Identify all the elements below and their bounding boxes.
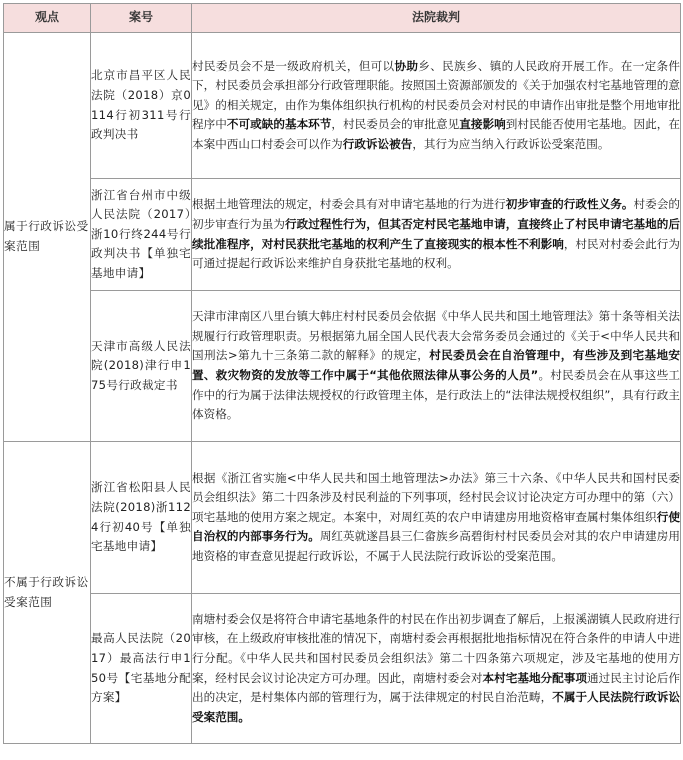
judgment-cell: [192, 594, 681, 744]
case-number-cell: 浙江省台州市中级人民法院（2017）浙10行终244号行政判决书【单独宅基地申请】: [91, 179, 192, 291]
judgment-cell: [192, 442, 681, 594]
emphasis-text: 初步审查的行政性义务。: [505, 197, 634, 212]
judgment-cell: [192, 33, 681, 179]
table-row: [4, 179, 681, 291]
viewpoint-cell: 不属于行政诉讼受案范围: [4, 442, 91, 744]
judgment-text: 通过民主讨论后作出的决定，是村集体内部的管理行为，属于法律规定的村民自治范畴，: [192, 670, 680, 705]
header-case-number: 案号: [91, 4, 192, 33]
judgment-text: 周红英就遂昌县三仁畲族乡高碧街村村民委员会对其的农户申请建房用地资格的审查意见提起行政诉讼，不属于人民法院行政诉讼的受案范围。: [192, 529, 680, 563]
emphasis-text: 不属于人民法院行政诉讼受案范围。: [192, 690, 680, 724]
case-number-cell: 北京市昌平区人民法院（2018）京0114行初311号行政判决书: [91, 33, 192, 179]
case-number-cell: 浙江省松阳县人民法院(2018)浙1124行初40号【单独宅基地申请】: [91, 442, 192, 594]
table-row: [4, 594, 681, 744]
header-court-judgment: 法院裁判: [192, 4, 681, 33]
table-row: [4, 291, 681, 442]
judgment-text: 天津市津南区八里台镇大韩庄村村民委员会依据《中华人民共和国土地管理法》第十条等相关法规履行行政管理职责。另根据第九届全国人民代表大会常务委员会通过的《关于<中华人民共和国刑法>第九十三条第二款的解释》的规定，: [192, 309, 680, 363]
emphasis-text: 行政诉讼被告: [342, 136, 413, 151]
emphasis-text: 不可或缺的基本环节: [226, 117, 332, 132]
emphasis-text: 协助: [394, 58, 419, 73]
table-row: [4, 33, 681, 179]
header-viewpoint: 观点: [4, 4, 91, 33]
emphasis-text: 行使自治权的内部事务行为。: [192, 509, 680, 544]
emphasis-text: 村民委员会在自治管理中，有些涉及到宅基地安置、救灾物资的发放等工作中属于“其他依照法律从事公务的人员”: [192, 348, 680, 382]
judgment-text: 根据土地管理法的规定，村委会具有对申请宅基地的行为进行: [192, 197, 506, 212]
judgment-text: ，其行为应当纳入行政诉讼受案范围。: [412, 136, 610, 151]
table-row: [4, 442, 681, 594]
emphasis-text: 直接影响: [459, 117, 506, 132]
case-number-cell: 天津市高级人民法院(2018)津行申175号行政裁定书: [91, 291, 192, 442]
judgment-text: 。村民委员会在从事这些工作中的行为属于法律法规授权的行政管理主体，是行政法上的“法律法规授权组织”，具有行政主体资格。: [192, 368, 680, 422]
judgment-cell: [192, 179, 681, 291]
judgment-text: 根据《浙江省实施<中华人民共和国土地管理法>办法》第三十六条、《中华人民共和国村民委员会组织法》第二十四条涉及村民利益的下列事项，经村民会议讨论决定方可办理中的第（六）项宅基地的使用方案之规定。本案中，对周红英的农户申请建房用地资格审查属村集体组织: [192, 470, 680, 524]
emphasis-text: 本村宅基地分配事项: [482, 670, 588, 685]
judgment-text: 村委会的初步审查行为虽为: [192, 197, 680, 231]
judgment-text: 到村民能否使用宅基地。因此，在本案中西山口村委会可以作为: [192, 117, 680, 151]
case-table: [3, 3, 681, 744]
judgment-text: ，村民委员会的审批意见: [331, 117, 460, 132]
judgment-text: 南塘村委会仅是将符合申请宅基地条件的村民在作出初步调查了解后，上报溪湖镇人民政府进行审核，在上级政府审核批准的情况下，南塘村委会再根据批地指标情况在符合条件的申请人中进行分配。《中华人民共和国村民委员会组织法》第二十四条第六项规定，涉及宅基地的使用方案，经村民会议讨论决定方可办理。因此，南塘村委会对: [192, 611, 680, 685]
case-number-cell: 最高人民法院（2017）最高法行申150号【宅基地分配方案】: [91, 594, 192, 744]
judgment-cell: [192, 291, 681, 442]
table-header: [4, 4, 681, 33]
judgment-text: ，村民对村委会此行为可通过提起行政诉讼来维护自身获批宅基地的权利。: [192, 236, 680, 271]
viewpoint-cell: 属于行政诉讼受案范围: [4, 33, 91, 442]
judgment-text: 村民委员会不是一级政府机关，但可以: [192, 58, 395, 73]
judgment-text: 乡、民族乡、镇的人民政府开展工作。在一定条件下，村民委员会承担部分行政管理职能。按照国土资源部颁发的《关于加强农村宅基地管理的意见》的相关规定，由作为集体组织执行机构的村民委员会对村民的申请作出审批是整个用地审批程序中: [192, 58, 680, 132]
emphasis-text: 行政过程性行为，但其否定村民宅基地申请，直接终止了村民申请宅基地的后续批准程序，对村民获批宅基地的权利产生了直接现实的根本性不利影响: [192, 216, 680, 251]
